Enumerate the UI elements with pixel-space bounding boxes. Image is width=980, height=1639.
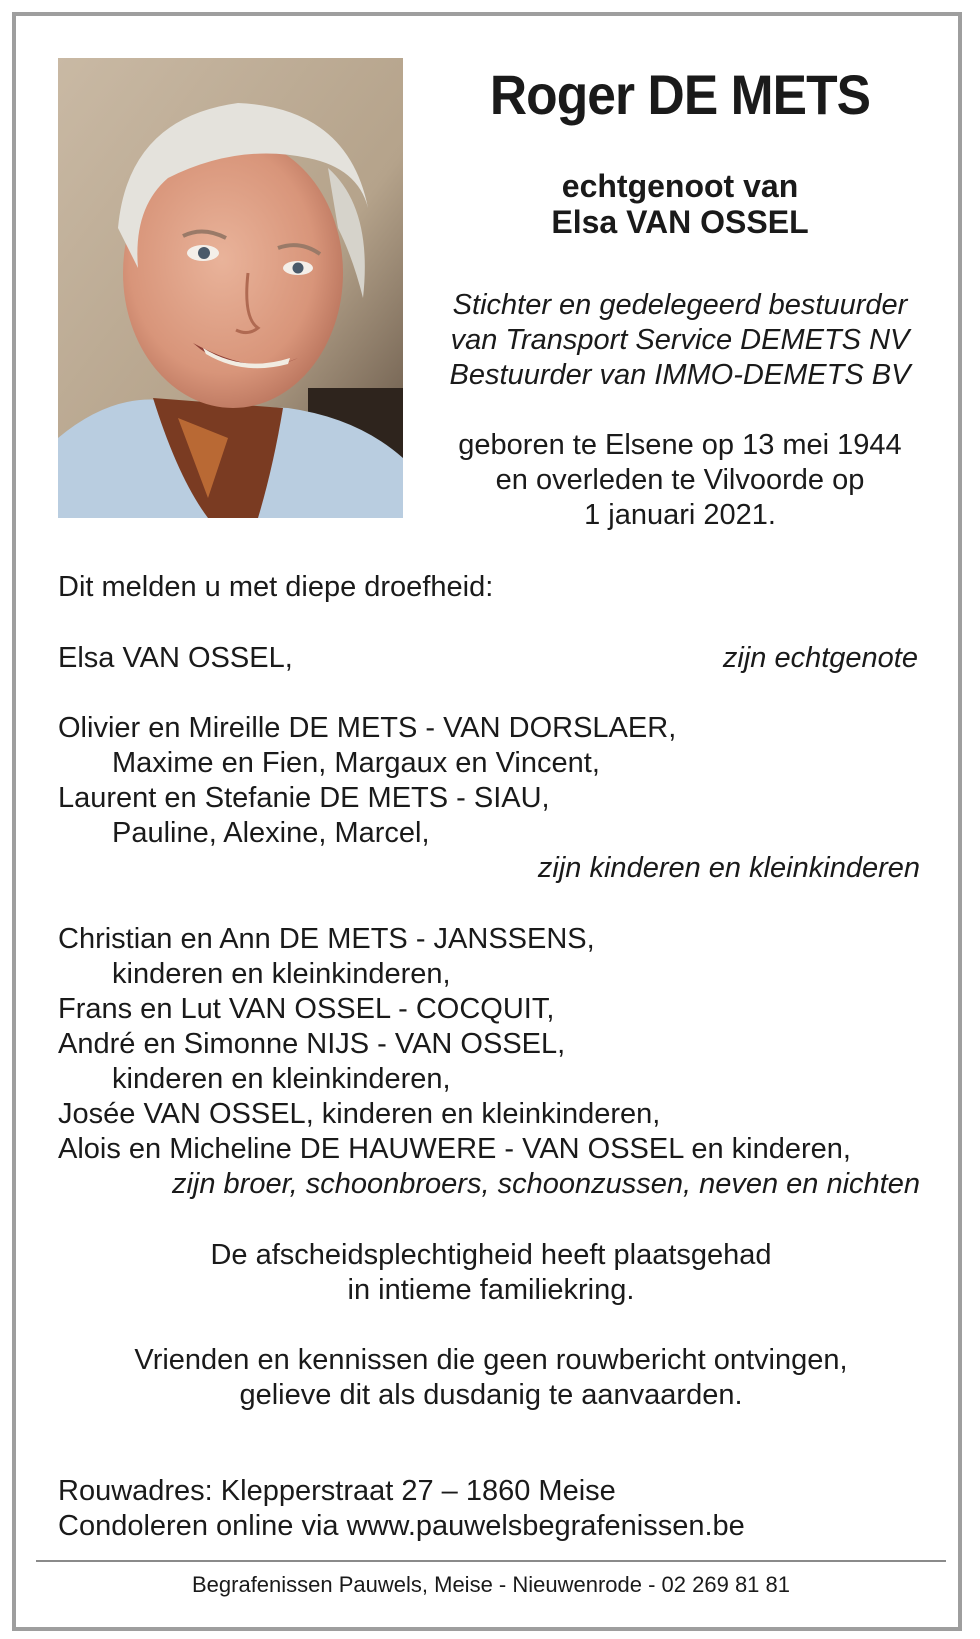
footer-divider [36, 1560, 946, 1562]
undertaker-footer: Begrafenissen Pauwels, Meise - Nieuwenrode - 02 269 81 81 [191, 1572, 791, 1597]
family-line: Maxime en Fien, Margaux en Vincent, [112, 747, 600, 779]
family-line: Christian en Ann DE METS - JANSSENS, [58, 923, 595, 955]
spouse-intro: echtgenoot van [561, 168, 799, 204]
family-line: Olivier en Mireille DE METS - VAN DORSLAER, [58, 712, 677, 744]
family-line: Frans en Lut VAN OSSEL - COCQUIT, [58, 993, 555, 1025]
spouse-line: Elsa VAN OSSEL, [58, 642, 293, 674]
notice-line: gelieve dit als dusdanig te aanvaarden. [239, 1379, 743, 1411]
announcement: Dit melden u met diepe droefheid: [58, 571, 494, 603]
address-line: Rouwadres: Klepperstraat 27 – 1860 Meise [58, 1475, 616, 1507]
date-line: 1 januari 2021. [584, 499, 776, 531]
spouse-relation: zijn echtgenote [722, 642, 918, 674]
family-line: André en Simonne NIJS - VAN OSSEL, [58, 1028, 566, 1060]
role-line: van Transport Service DEMETS NV [450, 324, 910, 356]
condolences-line: Condoleren online via www.pauwelsbegrafenissen.be [58, 1510, 745, 1542]
role-line: Bestuurder van IMMO-DEMETS BV [449, 359, 911, 391]
siblings-relation: zijn broer, schoonbroers, schoonzussen, neven en nichten [171, 1168, 920, 1200]
family-line: kinderen en kleinkinderen, [112, 958, 451, 990]
family-line: kinderen en kleinkinderen, [112, 1063, 451, 1095]
portrait-photo [58, 58, 403, 518]
children-relation: zijn kinderen en kleinkinderen [537, 852, 920, 884]
deceased-name: Roger DE METS [489, 63, 871, 126]
notice-line: Vrienden en kennissen die geen rouwbericht ontvingen, [134, 1344, 848, 1376]
date-line: geboren te Elsene op 13 mei 1944 [458, 429, 902, 461]
ceremony-line: in intieme familiekring. [347, 1274, 635, 1306]
spouse-name-header: Elsa VAN OSSEL [551, 204, 809, 240]
role-line: Stichter en gedelegeerd bestuurder [452, 289, 908, 321]
family-line: Laurent en Stefanie DE METS - SIAU, [58, 782, 550, 814]
family-line: Alois en Micheline DE HAUWERE - VAN OSSEL en kinderen, [58, 1133, 851, 1165]
family-line: Josée VAN OSSEL, kinderen en kleinkinderen, [58, 1098, 661, 1130]
date-line: en overleden te Vilvoorde op [495, 464, 865, 496]
ceremony-line: De afscheidsplechtigheid heeft plaatsgehad [210, 1239, 772, 1271]
family-line: Pauline, Alexine, Marcel, [112, 817, 430, 849]
